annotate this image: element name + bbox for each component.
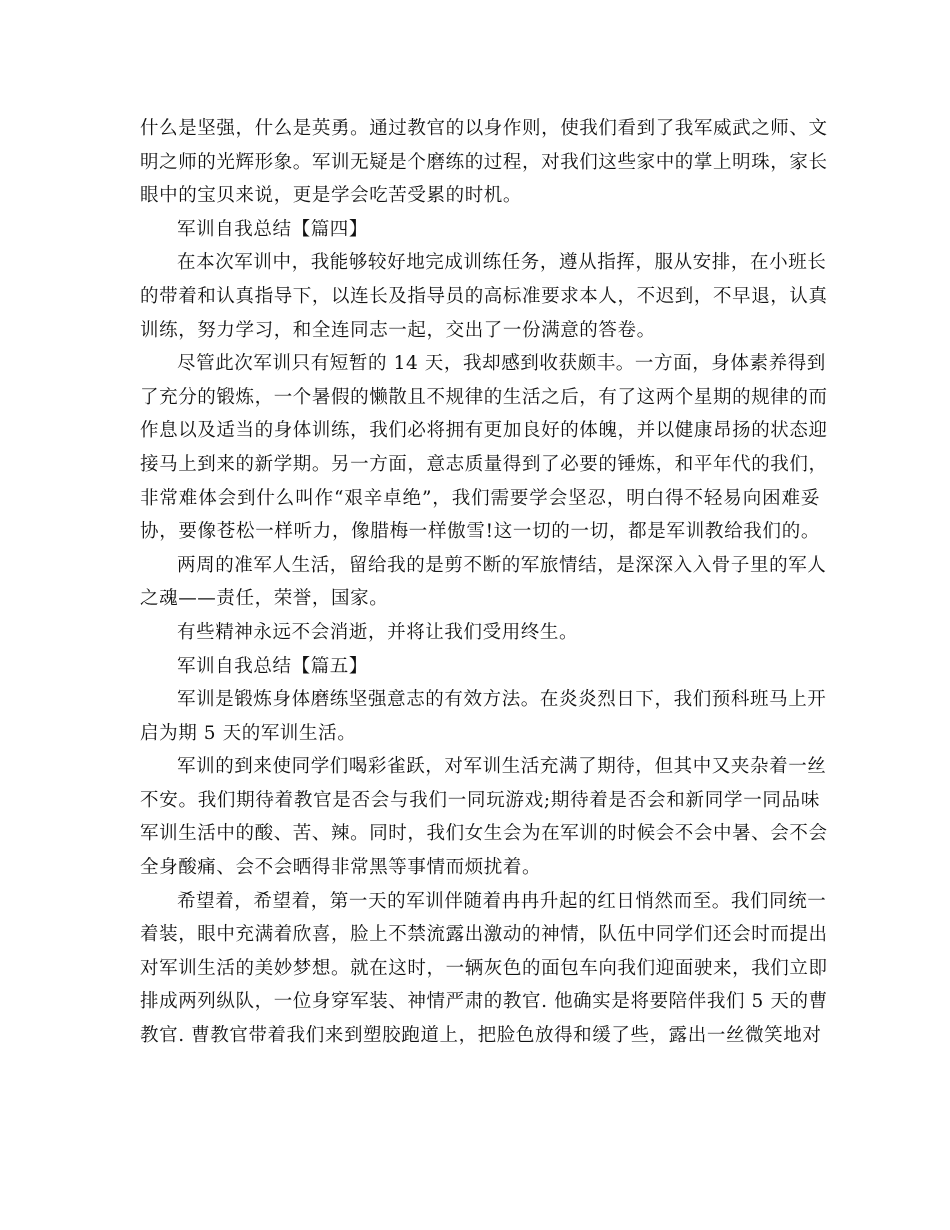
text-line: 着装，眼中充满着欣喜，脸上不禁流露出激动的神情，队伍中同学们还会时而提出 bbox=[140, 924, 828, 946]
text-line: 军训自我总结【篇四】 bbox=[177, 218, 369, 240]
text-line: 全身酸痛、会不会晒得非常黑等事情而烦扰着。 bbox=[140, 857, 542, 879]
text-line: 启为期 5 天的军训生活。 bbox=[140, 722, 357, 744]
text-line: 之魂——责任，荣誉，国家。 bbox=[140, 588, 389, 610]
text-line: 的带着和认真指导下，以连长及指导员的高标准要求本人，不迟到，不早退，认真 bbox=[140, 285, 828, 307]
text-line: 希望着，希望着，第一天的军训伴随着冉冉升起的红日悄然而至。我们同统一 bbox=[177, 890, 827, 912]
text-line: 训练，努力学习，和全连同志一起，交出了一份满意的答卷。 bbox=[140, 319, 656, 341]
text-line: 两周的准军人生活，留给我的是剪不断的军旅情结，是深深入入骨子里的军人 bbox=[177, 554, 827, 576]
text-line: 了充分的锻炼，一个暑假的懒散且不规律的生活之后，有了这两个星期的规律的而 bbox=[140, 386, 828, 408]
text-line: 教官. 曹教官带着我们来到塑胶跑道上，把脸色放得和缓了些，露出一丝微笑地对 bbox=[140, 1025, 822, 1047]
text-line: 协，要像苍松一样听力，像腊梅一样傲雪!这一切的一切，都是军训教给我们的。 bbox=[140, 521, 820, 543]
text-line: 军训是锻炼身体磨练坚强意志的有效方法。在炎炎烈日下，我们预科班马上开 bbox=[177, 689, 827, 711]
text-line: 非常难体会到什么叫作“艰辛卓绝”，我们需要学会坚忍，明白得不轻易向困难妥 bbox=[140, 487, 820, 509]
text-line: 排成两列纵队，一位身穿军装、神情严肃的教官. 他确实是将要陪伴我们 5 天的曹 bbox=[140, 991, 828, 1013]
text-line: 明之师的光辉形象。军训无疑是个磨练的过程，对我们这些家中的掌上明珠，家长 bbox=[140, 151, 828, 173]
document-body bbox=[140, 112, 828, 1053]
text-line: 接马上到来的新学期。另一方面，意志质量得到了必要的锤炼，和平年代的我们， bbox=[140, 453, 828, 475]
text-line: 军训的到来使同学们喝彩雀跃，对军训生活充满了期待，但其中又夹杂着一丝 bbox=[177, 756, 827, 778]
text-line: 尽管此次军训只有短暂的 14 天，我却感到收获颇丰。一方面，身体素养得到 bbox=[177, 353, 826, 375]
text-line: 对军训生活的美妙梦想。就在这时，一辆灰色的面包车向我们迎面驶来，我们立即 bbox=[140, 957, 828, 979]
text-line: 作息以及适当的身体训练，我们必将拥有更加良好的体魄，并以健康昂扬的状态迎 bbox=[140, 420, 828, 442]
text-line: 有些精神永远不会消逝，并将让我们受用终生。 bbox=[177, 621, 579, 643]
text-line: 在本次军训中，我能够较好地完成训练任务，遵从指挥，服从安排，在小班长 bbox=[177, 252, 827, 274]
text-line: 不安。我们期待着教官是否会与我们一同玩游戏;期待着是否会和新同学一同品味 bbox=[140, 789, 820, 811]
text-line: 眼中的宝贝来说，更是学会吃苦受累的时机。 bbox=[140, 185, 523, 207]
text-line: 军训生活中的酸、苦、辣。同时，我们女生会为在军训的时候会不会中暑、会不会 bbox=[140, 823, 828, 845]
text-line: 什么是坚强，什么是英勇。通过教官的以身作则，使我们看到了我军威武之师、文 bbox=[140, 118, 828, 139]
text-line: 军训自我总结【篇五】 bbox=[177, 655, 369, 677]
